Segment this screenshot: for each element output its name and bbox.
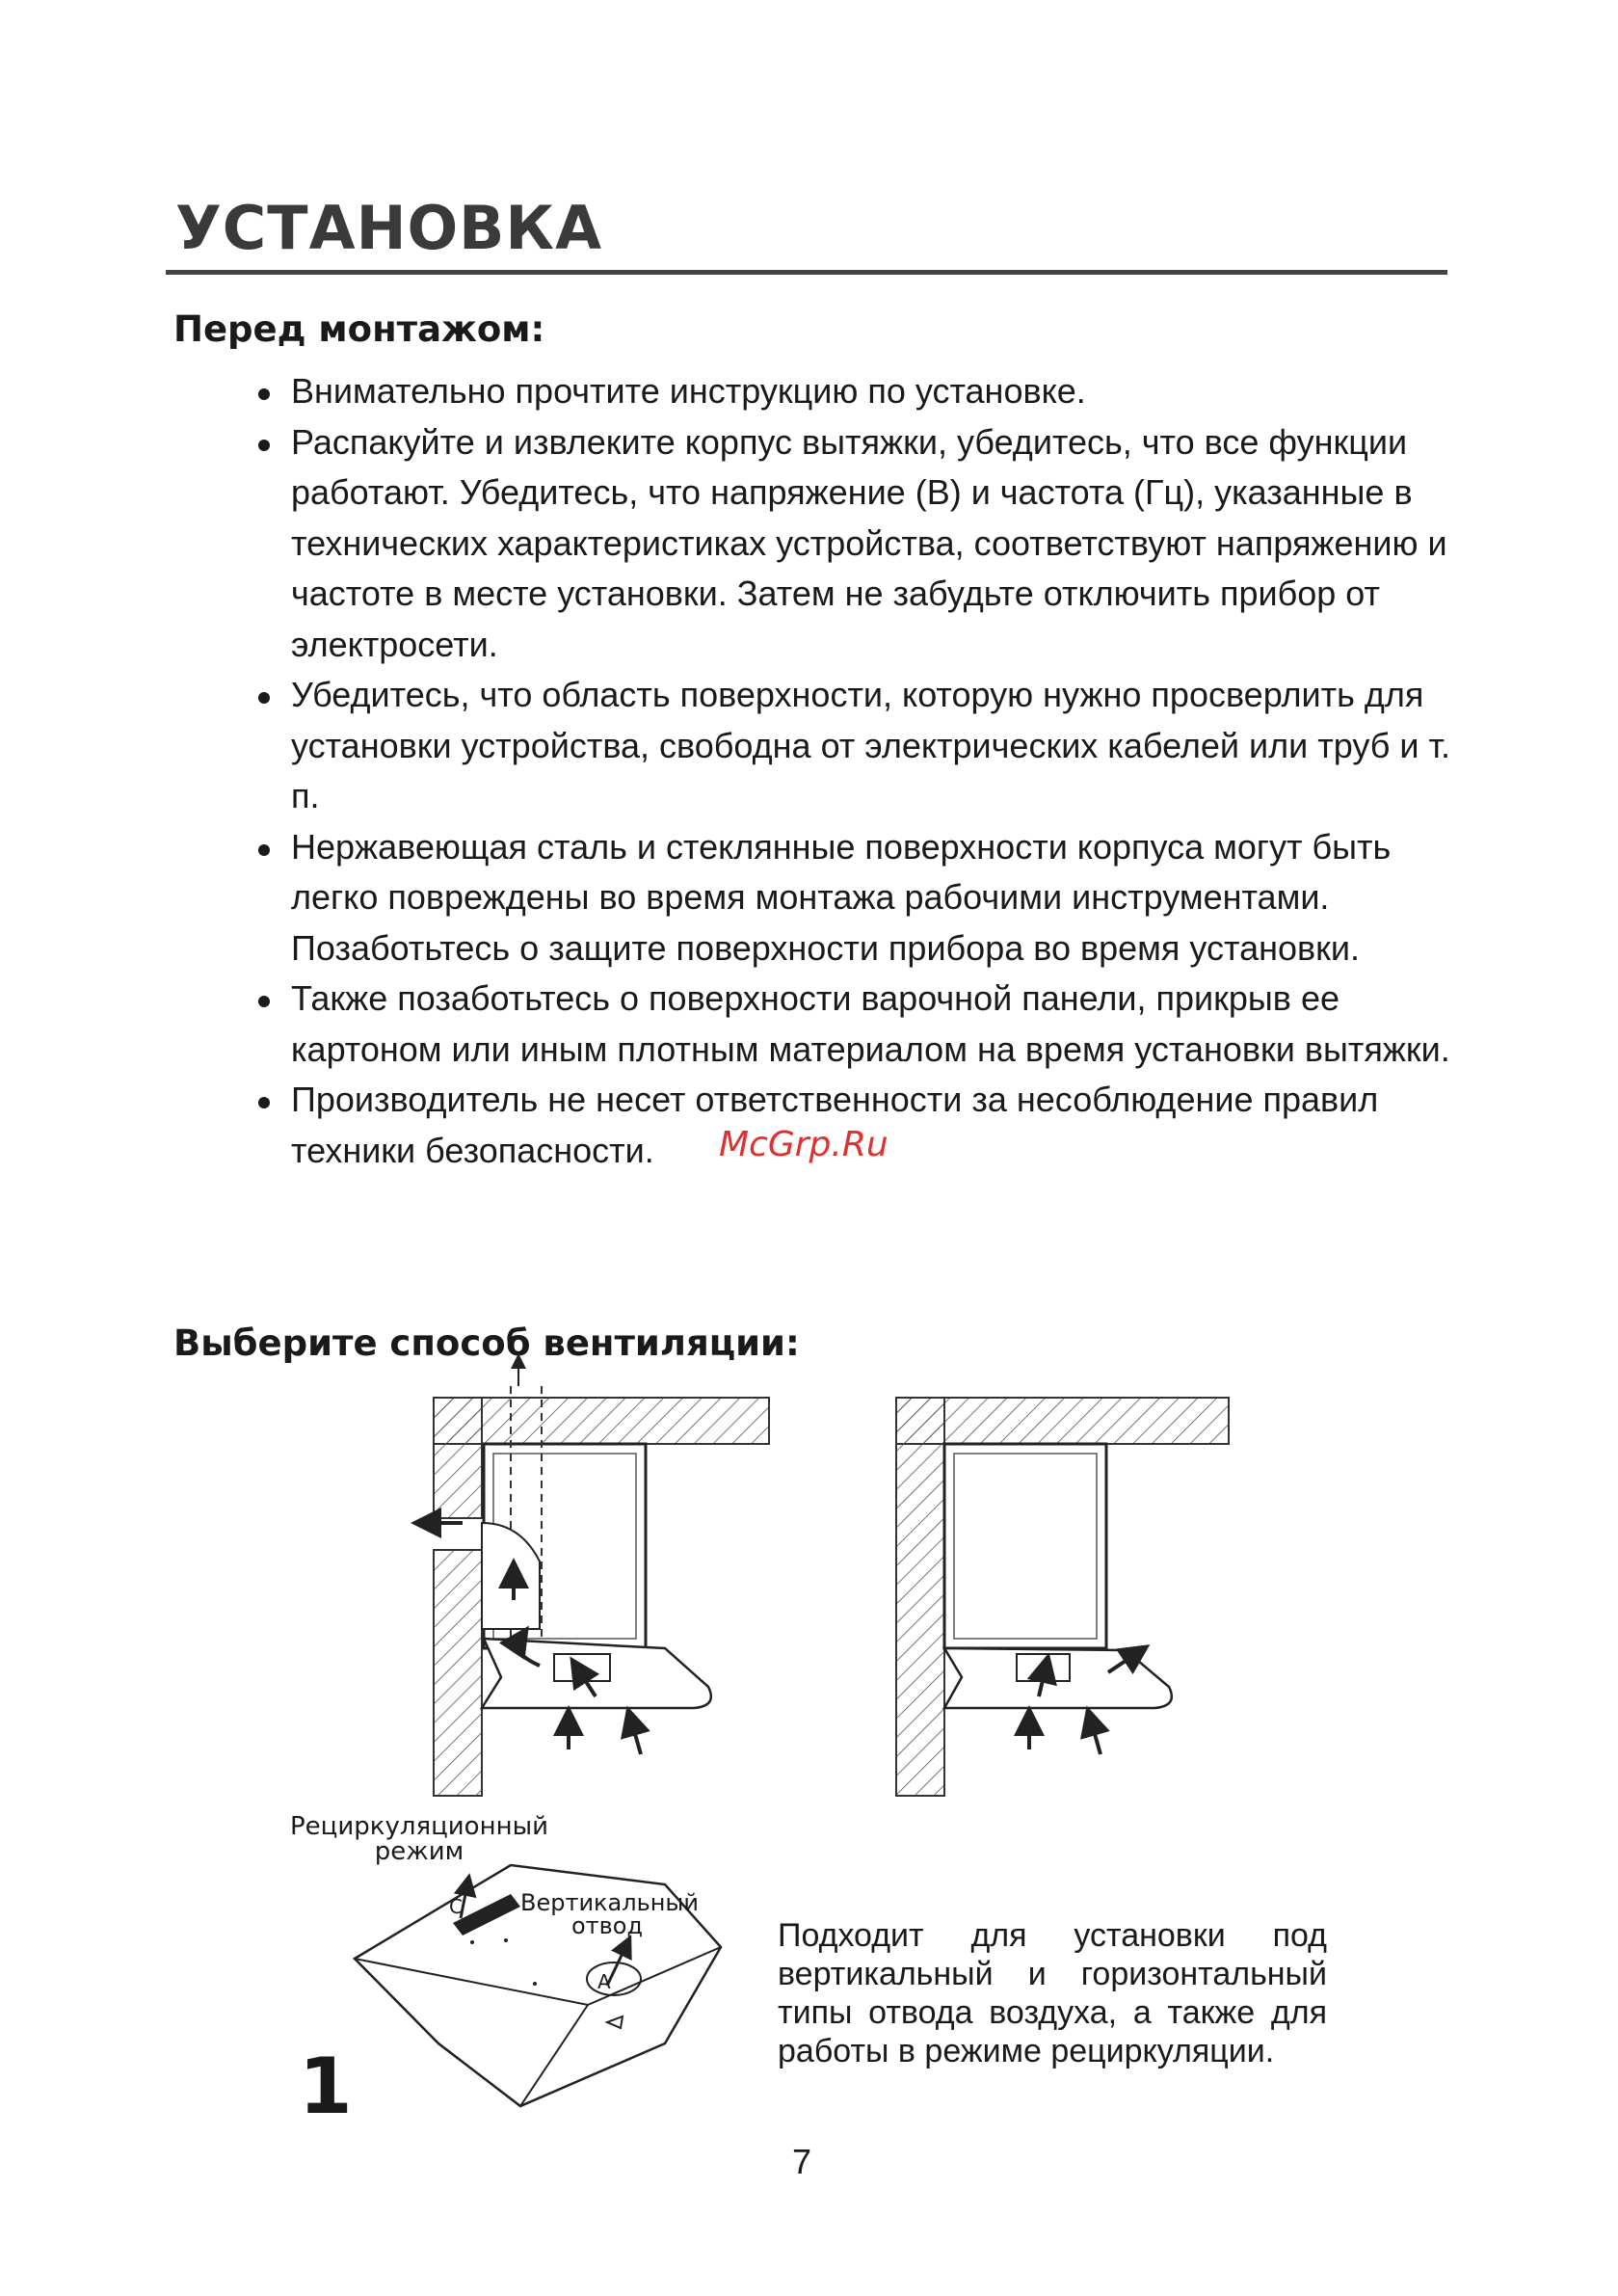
list-item: Производитель не несет ответственности за несоблюдение правил техники безопасности. bbox=[0, 1075, 1476, 1176]
page-title: УСТАНОВКА bbox=[175, 193, 603, 263]
recirculation-label: Рециркуляционный режим bbox=[289, 1812, 549, 1866]
watermark: McGrp.Ru bbox=[719, 1125, 889, 1164]
recirculation-mode-diagram bbox=[896, 1398, 1229, 1796]
marker-a: A bbox=[597, 1970, 611, 1993]
marker-c: C bbox=[449, 1895, 463, 1918]
list-item: Распакуйте и извлеките корпус вытяжки, убедитесь, что все функции работают. Убедитесь, что напряжение (В) и частота (Гц), указанные в технических характеристиках устройства, соответствуют напряжению и частоте в месте установки. Затем не забудьте отключить прибор от электросети. bbox=[0, 417, 1476, 671]
title-underline bbox=[166, 270, 1447, 275]
list-item: Внимательно прочтите инструкцию по установке. bbox=[0, 366, 1476, 417]
figure-number: 1 bbox=[299, 2042, 353, 2131]
ventilation-heading: Выберите способ вентиляции: bbox=[173, 1322, 800, 1364]
list-item: Убедитесь, что область поверхности, которую нужно просверлить для установки устройства, свободна от электрических кабелей или труб и т. п. bbox=[0, 670, 1476, 822]
ducted-mode-diagram bbox=[426, 1361, 769, 1796]
list-item: Нержавеющая сталь и стеклянные поверхности корпуса могут быть легко повреждены во время монтажа рабочими инструментами. Позаботьтесь о защите поверхности прибора во время установки. bbox=[0, 822, 1476, 974]
ventilation-description: Подходит для установки под вертикальный и горизонтальный типы отвода воздуха, а также для работы в режиме рециркуляции. bbox=[778, 1917, 1327, 2069]
before-install-list bbox=[0, 366, 1476, 1176]
list-item: Также позаботьтесь о поверхности варочной панели, прикрыв ее картоном или иным плотным материалом на время установки вытяжки. bbox=[0, 974, 1476, 1075]
page-number: 7 bbox=[792, 2142, 812, 2181]
before-install-heading: Перед монтажом: bbox=[173, 308, 545, 350]
vertical-outlet-label: Вертикальный отвод bbox=[520, 1889, 699, 1939]
